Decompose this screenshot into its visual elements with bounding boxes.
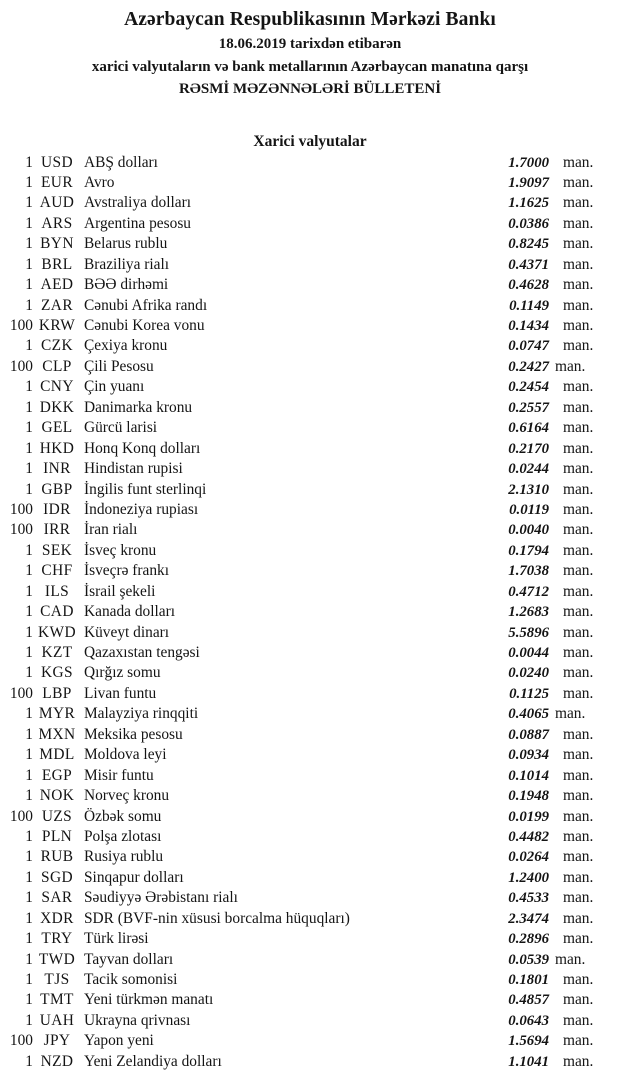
currency-code: SGD bbox=[41, 868, 73, 886]
currency-unit-label: man. bbox=[563, 255, 594, 273]
currency-rate: 0.0244 bbox=[508, 461, 549, 478]
currency-quantity: 1 bbox=[25, 889, 33, 907]
currency-rate: 1.2400 bbox=[508, 869, 549, 886]
currency-quantity: 1 bbox=[25, 480, 33, 498]
currency-quantity: 1 bbox=[25, 623, 33, 641]
currency-quantity: 100 bbox=[9, 521, 33, 539]
currency-row bbox=[0, 153, 620, 173]
currency-name: Avstraliya dolları bbox=[84, 194, 191, 212]
currency-row bbox=[0, 234, 620, 254]
currency-unit-label: man. bbox=[563, 378, 594, 396]
currency-name: Çexiya kronu bbox=[84, 337, 168, 355]
currency-unit-label: man. bbox=[563, 623, 594, 641]
currency-row bbox=[0, 1011, 620, 1031]
currency-row bbox=[0, 950, 620, 970]
currency-name: Çin yuanı bbox=[84, 378, 145, 396]
currency-quantity: 100 bbox=[9, 807, 33, 825]
currency-rate: 0.0887 bbox=[508, 726, 549, 743]
currency-name: Qazaxıstan tengəsi bbox=[84, 644, 200, 661]
currency-unit-label: man. bbox=[563, 807, 594, 825]
currency-row bbox=[0, 827, 620, 847]
currency-name: İran rialı bbox=[84, 521, 138, 539]
currency-row bbox=[0, 336, 620, 356]
currency-quantity: 1 bbox=[25, 746, 33, 764]
currency-name: Türk lirəsi bbox=[84, 930, 149, 948]
currency-quantity: 1 bbox=[25, 848, 33, 866]
currency-row bbox=[0, 1031, 620, 1051]
currency-unit-label: man. bbox=[563, 827, 594, 845]
currency-row bbox=[0, 296, 620, 316]
currency-unit-label: man. bbox=[563, 971, 594, 988]
currency-rate: 0.0934 bbox=[508, 747, 549, 764]
currency-unit-label: man. bbox=[563, 153, 594, 171]
currency-rate: 0.4065 bbox=[508, 706, 549, 723]
currency-code: SEK bbox=[41, 541, 73, 559]
currency-unit-label: man. bbox=[555, 357, 586, 375]
currency-name: Səudiyyə Ərəbistanı rialı bbox=[84, 889, 238, 907]
currency-quantity: 1 bbox=[25, 909, 33, 927]
currency-quantity: 1 bbox=[25, 398, 33, 416]
currency-rate: 0.0539 bbox=[508, 951, 549, 968]
currency-name: ABŞ dolları bbox=[84, 153, 158, 171]
currency-rate: 0.0040 bbox=[508, 522, 549, 539]
currency-code: SAR bbox=[41, 889, 73, 907]
currency-name: Meksika pesosu bbox=[84, 725, 183, 743]
currency-quantity: 1 bbox=[25, 664, 33, 682]
currency-unit-label: man. bbox=[563, 296, 594, 314]
currency-rate: 0.2427 bbox=[508, 358, 549, 375]
currency-row bbox=[0, 602, 620, 622]
currency-name: Polşa zlotası bbox=[84, 827, 162, 845]
currency-quantity: 1 bbox=[25, 460, 33, 478]
currency-name: Misir funtu bbox=[84, 766, 154, 784]
currency-code: HKD bbox=[39, 439, 75, 457]
currency-name: Özbək somu bbox=[84, 807, 162, 825]
currency-code: IRR bbox=[43, 521, 71, 539]
currency-unit-label: man. bbox=[563, 1052, 594, 1070]
currency-code: CHF bbox=[41, 562, 73, 580]
currency-code: LBP bbox=[42, 684, 72, 702]
currency-rate: 0.0199 bbox=[508, 808, 549, 825]
currency-row bbox=[0, 541, 620, 561]
currency-code: ARS bbox=[41, 214, 73, 232]
currency-code: MXN bbox=[38, 725, 76, 743]
currency-unit-label: man. bbox=[563, 603, 594, 621]
currency-name: Argentina pesosu bbox=[84, 214, 192, 232]
currency-unit-label: man. bbox=[563, 787, 594, 805]
currency-quantity: 1 bbox=[25, 214, 33, 232]
currency-rate: 0.2557 bbox=[508, 399, 549, 416]
currency-quantity: 1 bbox=[25, 787, 33, 805]
currency-row bbox=[0, 255, 620, 275]
currency-rate: 0.8245 bbox=[508, 236, 549, 253]
currency-code: BRL bbox=[41, 255, 73, 273]
currency-unit-label: man. bbox=[563, 398, 594, 416]
currency-code: INR bbox=[43, 460, 71, 478]
currency-code: EUR bbox=[41, 173, 73, 191]
currency-unit-label: man. bbox=[563, 419, 594, 437]
currency-quantity: 1 bbox=[25, 868, 33, 886]
currency-unit-label: man. bbox=[563, 521, 594, 539]
currency-unit-label: man. bbox=[555, 950, 586, 968]
currency-quantity: 1 bbox=[25, 419, 33, 437]
currency-unit-label: man. bbox=[563, 460, 594, 478]
currency-unit-label: man. bbox=[563, 173, 594, 191]
currency-rate: 0.0643 bbox=[508, 1012, 549, 1029]
currency-code: GBP bbox=[41, 480, 73, 498]
currency-rate: 0.6164 bbox=[508, 420, 549, 437]
currency-row bbox=[0, 684, 620, 704]
currency-rate: 0.1801 bbox=[508, 972, 549, 988]
currency-quantity: 1 bbox=[25, 827, 33, 845]
currency-row bbox=[0, 643, 620, 663]
currency-code: EGP bbox=[41, 766, 73, 784]
currency-row bbox=[0, 480, 620, 500]
currency-name: SDR (BVF-nin xüsusi borcalma hüquqları) bbox=[84, 909, 350, 927]
currency-unit-label: man. bbox=[563, 276, 594, 294]
currency-unit-label: man. bbox=[563, 439, 594, 457]
currency-quantity: 100 bbox=[9, 357, 33, 375]
currency-quantity: 100 bbox=[9, 317, 33, 334]
currency-row bbox=[0, 745, 620, 765]
currency-name: Danimarka kronu bbox=[84, 398, 193, 416]
currency-code: PLN bbox=[41, 827, 73, 845]
currency-unit-label: man. bbox=[563, 500, 594, 518]
currency-name: Qırğız somu bbox=[84, 664, 161, 682]
currency-quantity: 1 bbox=[25, 296, 33, 314]
currency-code: CLP bbox=[42, 357, 72, 375]
currency-rate: 0.1125 bbox=[509, 685, 549, 702]
currency-unit-label: man. bbox=[563, 848, 594, 866]
currency-rate: 1.5694 bbox=[508, 1033, 549, 1050]
currency-unit-label: man. bbox=[563, 991, 594, 1009]
currency-row bbox=[0, 868, 620, 888]
currency-quantity: 1 bbox=[25, 173, 33, 191]
currency-unit-label: man. bbox=[563, 1011, 594, 1029]
currency-quantity: 100 bbox=[9, 1032, 33, 1050]
currency-code: ILS bbox=[44, 582, 70, 600]
currency-code: GEL bbox=[41, 419, 73, 437]
currency-row bbox=[0, 459, 620, 479]
currency-unit-label: man. bbox=[563, 1032, 594, 1050]
currency-code: NOK bbox=[39, 787, 75, 805]
currency-name: Honq Konq dolları bbox=[84, 439, 201, 457]
currency-row bbox=[0, 909, 620, 929]
currency-code: RUB bbox=[40, 848, 74, 866]
currency-name: Tacik somonisi bbox=[84, 971, 178, 988]
currency-rate: 0.1434 bbox=[508, 318, 549, 334]
currency-quantity: 1 bbox=[25, 235, 33, 253]
currency-unit-label: man. bbox=[563, 889, 594, 907]
currency-rate: 1.7038 bbox=[508, 563, 549, 580]
currency-name: İndoneziya rupiası bbox=[84, 500, 199, 518]
currency-code: CZK bbox=[41, 337, 73, 355]
currency-unit-label: man. bbox=[563, 868, 594, 886]
currency-name: Kanada dolları bbox=[84, 603, 176, 621]
currency-unit-label: man. bbox=[563, 337, 594, 355]
currency-rate: 0.0264 bbox=[508, 849, 549, 866]
currency-name: Yapon yeni bbox=[84, 1032, 154, 1050]
currency-rate: 0.0044 bbox=[508, 645, 549, 661]
section-title-foreign-currencies: Xarici valyutalar bbox=[253, 132, 367, 150]
currency-unit-label: man. bbox=[563, 725, 594, 743]
currency-name: Çili Pesosu bbox=[84, 357, 154, 375]
currency-code: NZD bbox=[40, 1052, 74, 1070]
currency-row bbox=[0, 357, 620, 377]
currency-row bbox=[0, 725, 620, 745]
currency-rate: 1.9097 bbox=[508, 174, 549, 191]
currency-rate: 0.4482 bbox=[508, 828, 549, 845]
currency-quantity: 1 bbox=[25, 439, 33, 457]
currency-name: Rusiya rublu bbox=[84, 848, 164, 866]
currency-rate: 0.2170 bbox=[508, 440, 549, 457]
currency-name: Avro bbox=[84, 173, 115, 191]
currency-name: Norveç kronu bbox=[84, 787, 170, 805]
currency-code: JPY bbox=[43, 1032, 71, 1050]
currency-row bbox=[0, 316, 620, 336]
currency-quantity: 1 bbox=[25, 1052, 33, 1070]
currency-code: MDL bbox=[39, 746, 75, 764]
currency-unit-label: man. bbox=[563, 644, 594, 661]
currency-rate: 0.0119 bbox=[509, 501, 549, 518]
currency-quantity: 1 bbox=[25, 766, 33, 784]
currency-row bbox=[0, 500, 620, 520]
currency-quantity: 1 bbox=[25, 194, 33, 212]
currency-row bbox=[0, 193, 620, 213]
currency-code: KWD bbox=[38, 623, 76, 641]
currency-row bbox=[0, 929, 620, 949]
currency-rate: 0.2896 bbox=[508, 931, 549, 948]
currency-name: Braziliya rialı bbox=[84, 255, 170, 273]
currency-unit-label: man. bbox=[563, 909, 594, 927]
currency-name: Küveyt dinarı bbox=[84, 623, 170, 641]
currency-name: Tayvan dolları bbox=[84, 950, 174, 968]
currency-rates-table bbox=[0, 153, 620, 1073]
currency-rate: 0.1948 bbox=[508, 788, 549, 805]
currency-quantity: 1 bbox=[25, 153, 33, 171]
currency-row bbox=[0, 704, 620, 724]
currency-row bbox=[0, 663, 620, 683]
currency-quantity: 100 bbox=[9, 500, 33, 518]
currency-quantity: 1 bbox=[25, 705, 33, 723]
currency-code: KZT bbox=[41, 644, 73, 661]
currency-name: İsveç kronu bbox=[84, 541, 157, 559]
currency-quantity: 1 bbox=[25, 603, 33, 621]
currency-row bbox=[0, 766, 620, 786]
currency-rate: 0.1149 bbox=[509, 297, 549, 314]
currency-row bbox=[0, 398, 620, 418]
currency-unit-label: man. bbox=[563, 194, 594, 212]
currency-row bbox=[0, 888, 620, 908]
currency-quantity: 1 bbox=[25, 950, 33, 968]
currency-code: TWD bbox=[38, 950, 76, 968]
bulletin-title: RƏSMİ MƏZƏNNƏLƏRİ BÜLLETENİ bbox=[178, 81, 442, 97]
currency-code: AUD bbox=[39, 194, 75, 212]
currency-row bbox=[0, 847, 620, 867]
currency-rate: 0.4857 bbox=[508, 992, 549, 1009]
currency-quantity: 1 bbox=[25, 255, 33, 273]
currency-rate: 0.4371 bbox=[508, 256, 549, 273]
currency-quantity: 1 bbox=[25, 1011, 33, 1029]
currency-quantity: 1 bbox=[25, 991, 33, 1009]
currency-quantity: 100 bbox=[9, 684, 33, 702]
currency-name: Cənubi Korea vonu bbox=[84, 317, 205, 334]
currency-rate: 1.2683 bbox=[508, 604, 549, 621]
currency-quantity: 1 bbox=[25, 378, 33, 396]
currency-code: CNY bbox=[40, 378, 74, 396]
currency-row bbox=[0, 439, 620, 459]
document-header bbox=[0, 0, 620, 101]
currency-rate: 0.2454 bbox=[508, 379, 549, 396]
currency-rate: 2.3474 bbox=[508, 910, 549, 927]
currency-rate: 2.1310 bbox=[508, 481, 549, 498]
currency-code: UZS bbox=[41, 807, 73, 825]
currency-row bbox=[0, 623, 620, 643]
currency-code: TMT bbox=[40, 991, 74, 1009]
currency-code: MYR bbox=[38, 705, 76, 723]
currency-rate: 1.7000 bbox=[508, 154, 549, 171]
currency-unit-label: man. bbox=[563, 684, 594, 702]
currency-name: Sinqapur dolları bbox=[84, 868, 184, 886]
currency-name: Gürcü larisi bbox=[84, 419, 158, 437]
currency-rate: 5.5896 bbox=[508, 624, 549, 641]
currency-unit-label: man. bbox=[563, 746, 594, 764]
currency-quantity: 1 bbox=[25, 562, 33, 580]
currency-name: Livan funtu bbox=[84, 684, 157, 702]
currency-row bbox=[0, 173, 620, 193]
currency-code: CAD bbox=[40, 603, 74, 621]
currency-code: DKK bbox=[39, 398, 75, 416]
currency-code: BYN bbox=[40, 235, 74, 253]
currency-unit-label: man. bbox=[563, 317, 594, 334]
currency-rate: 0.1014 bbox=[508, 767, 549, 784]
currency-name: Belarus rublu bbox=[84, 235, 168, 253]
currency-row bbox=[0, 214, 620, 234]
currency-code: AED bbox=[40, 276, 74, 294]
currency-quantity: 1 bbox=[25, 276, 33, 294]
currency-row bbox=[0, 990, 620, 1010]
currency-rate: 0.4533 bbox=[508, 890, 549, 907]
currency-rate: 0.1794 bbox=[508, 542, 549, 559]
currency-name: İngilis funt sterlinqi bbox=[84, 480, 207, 498]
currency-unit-label: man. bbox=[563, 562, 594, 580]
currency-name: Ukrayna qrivnası bbox=[84, 1011, 191, 1029]
currency-unit-label: man. bbox=[563, 541, 594, 559]
currency-rate: 0.0747 bbox=[508, 338, 549, 355]
currency-quantity: 1 bbox=[25, 541, 33, 559]
currency-code: UAH bbox=[39, 1011, 75, 1029]
currency-quantity: 1 bbox=[25, 725, 33, 743]
currency-row bbox=[0, 520, 620, 540]
currency-code: KRW bbox=[38, 317, 76, 334]
currency-row bbox=[0, 561, 620, 581]
currency-unit-label: man. bbox=[563, 664, 594, 682]
currency-rate: 1.1041 bbox=[508, 1053, 549, 1070]
currency-row bbox=[0, 786, 620, 806]
currency-unit-label: man. bbox=[563, 766, 594, 784]
currency-row bbox=[0, 1052, 620, 1072]
currency-unit-label: man. bbox=[563, 235, 594, 253]
currency-quantity: 1 bbox=[25, 930, 33, 948]
currency-code: ZAR bbox=[41, 296, 73, 314]
currency-code: TJS bbox=[44, 971, 70, 988]
currency-unit-label: man. bbox=[555, 705, 586, 723]
currency-quantity: 1 bbox=[25, 644, 33, 661]
currency-name: Moldova leyi bbox=[84, 746, 167, 764]
currency-rate: 0.4712 bbox=[508, 583, 549, 600]
currency-row bbox=[0, 582, 620, 602]
currency-row bbox=[0, 970, 620, 990]
currency-code: XDR bbox=[40, 909, 74, 927]
currency-rate: 0.0386 bbox=[508, 215, 549, 232]
currency-rate: 1.1625 bbox=[508, 195, 549, 212]
currency-row bbox=[0, 418, 620, 438]
currency-name: Yeni Zelandiya dolları bbox=[84, 1052, 222, 1070]
currency-name: Malayziya rinqqiti bbox=[84, 705, 199, 723]
currency-row bbox=[0, 275, 620, 295]
currency-row bbox=[0, 807, 620, 827]
currency-name: Hindistan rupisi bbox=[84, 460, 183, 478]
currency-quantity: 1 bbox=[25, 582, 33, 600]
currency-name: Yeni türkmən manatı bbox=[84, 991, 214, 1009]
subject-line: xarici valyutaların və bank metallarının Azərbaycan manatına qarşı bbox=[91, 58, 529, 75]
currency-row bbox=[0, 377, 620, 397]
currency-unit-label: man. bbox=[563, 930, 594, 948]
currency-unit-label: man. bbox=[563, 582, 594, 600]
currency-code: KGS bbox=[41, 664, 73, 682]
currency-quantity: 1 bbox=[25, 337, 33, 355]
currency-rate: 0.4628 bbox=[508, 277, 549, 294]
currency-code: USD bbox=[41, 153, 73, 171]
currency-name: BƏƏ dirhəmi bbox=[84, 276, 169, 294]
bank-title: Azərbaycan Respublikasının Mərkəzi Bankı bbox=[124, 9, 496, 30]
currency-name: Cənubi Afrika randı bbox=[84, 296, 208, 314]
currency-name: İsrail şekeli bbox=[84, 582, 156, 600]
currency-name: İsveçrə frankı bbox=[84, 562, 170, 580]
effective-date-line: 18.06.2019 tarixdən etibarən bbox=[218, 36, 402, 52]
currency-code: IDR bbox=[43, 500, 71, 518]
currency-rate: 0.0240 bbox=[508, 665, 549, 682]
currency-code: TRY bbox=[41, 930, 73, 948]
currency-quantity: 1 bbox=[25, 971, 33, 988]
currency-unit-label: man. bbox=[563, 480, 594, 498]
currency-unit-label: man. bbox=[563, 214, 594, 232]
